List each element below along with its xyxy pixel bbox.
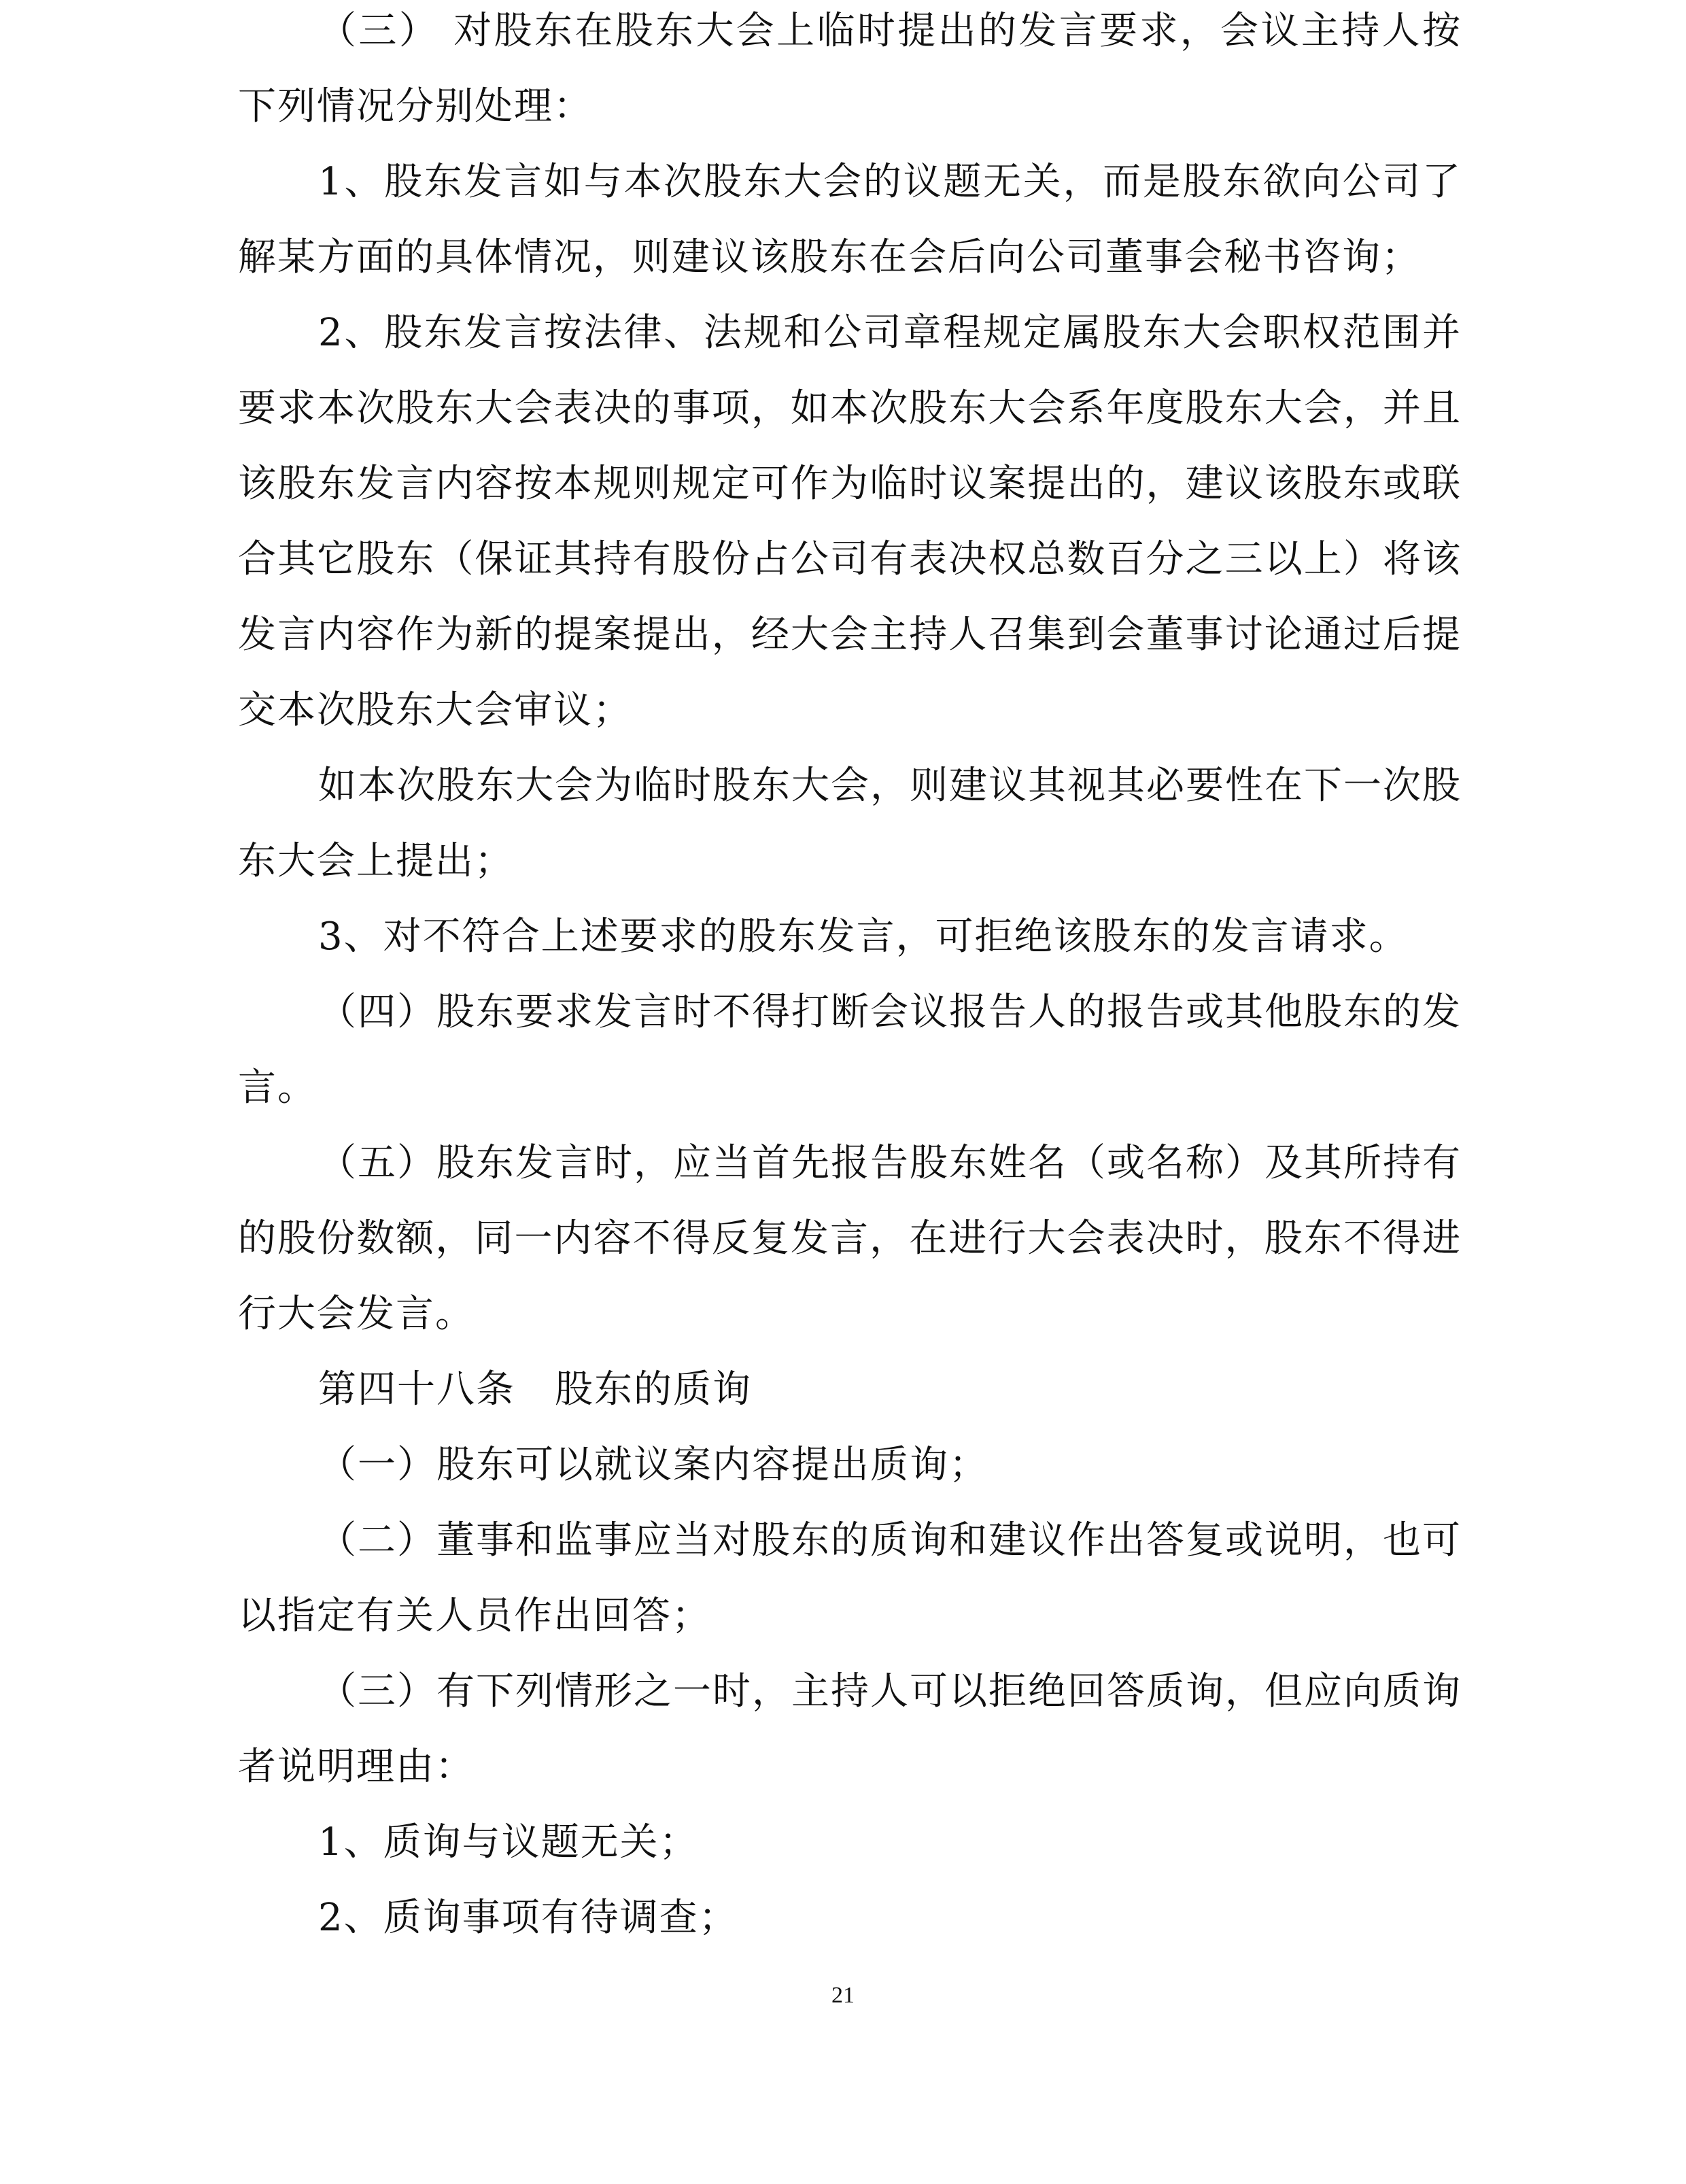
paragraph-inquiry-1: （一）股东可以就议案内容提出质询； <box>318 1443 988 1487</box>
paragraph-item-1-unrelated-topic: 1、股东发言如与本次股东大会的议题无关，而是股东欲向公司了解某方面的具体情况，则建议该股东在会后向公司董事会秘书咨询； <box>238 160 1462 279</box>
paragraph-inquiry-3: （三）有下列情形之一时，主持人可以拒绝回答质询，但应向质询者说明理由： <box>238 1669 1462 1789</box>
paragraph-clause-3-speaking-requests: （三） 对股东在股东大会上临时提出的发言要求，会议主持人按下列情况分别处理： <box>238 9 1462 129</box>
paragraph-inquiry-3-item-1: 1、质询与议题无关； <box>318 1820 699 1864</box>
paragraph-extraordinary-meeting: 如本次股东大会为临时股东大会，则建议其视其必要性在下一次股东大会上提出； <box>238 764 1462 883</box>
document-body <box>238 0 1462 1956</box>
paragraph-clause-4-no-interruption: （四）股东要求发言时不得打断会议报告人的报告或其他股东的发言。 <box>238 990 1462 1110</box>
paragraph-inquiry-3-item-2: 2、质询事项有待调查； <box>318 1896 738 1940</box>
article-48-heading: 第四十八条 股东的质询 <box>318 1367 752 1412</box>
paragraph-item-3-reject: 3、对不符合上述要求的股东发言，可拒绝该股东的发言请求。 <box>318 915 1409 959</box>
page-number: 21 <box>831 1983 855 2008</box>
paragraph-item-2-within-authority: 2、股东发言按法律、法规和公司章程规定属股东大会职权范围并要求本次股东大会表决的事项，如本次股东大会系年度股东大会，并且该股东发言内容按本规则规定可作为临时议案提出的，建议该股东或联合其它股东（保证其持有股份占公司有表决权总数百分之三以上）将该发言内容作为新的提案提出，经大会主持人召集到会董事讨论通过后提交本次股东大会审议； <box>238 311 1462 732</box>
paragraph-inquiry-2: （二）董事和监事应当对股东的质询和建议作出答复或说明，也可以指定有关人员作出回答； <box>238 1518 1462 1638</box>
paragraph-clause-5-identify-shareholder: （五）股东发言时，应当首先报告股东姓名（或名称）及其所持有的股份数额，同一内容不得反复发言，在进行大会表决时，股东不得进行大会发言。 <box>238 1141 1462 1336</box>
